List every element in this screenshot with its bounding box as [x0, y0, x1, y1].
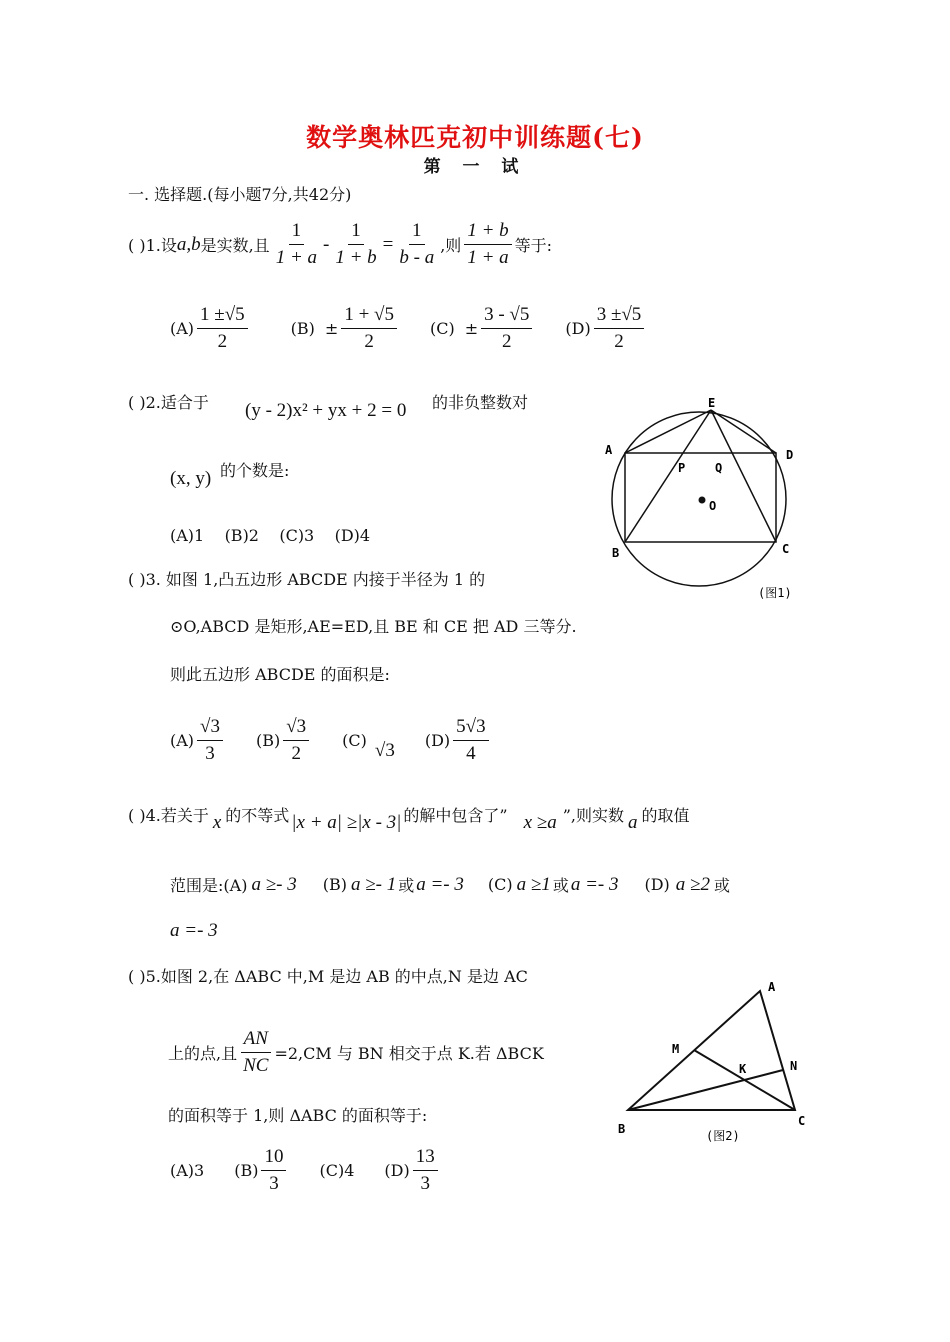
q4-option-c2: a =- 3: [570, 873, 619, 895]
q4-mid2: 的解中包含了”: [403, 806, 508, 825]
fig1-label-a: A: [605, 443, 613, 457]
q5-option-b: $\frac{10}{3}$: [261, 1144, 286, 1197]
q5-line-1: ( )5.如图 2,在 ΔABC 中,M 是边 AB 的中点,N 是边 AC: [128, 967, 528, 986]
fig1-label-p: P: [678, 461, 686, 475]
q2-options: (A)1 (B)2 (C)3 (D)4: [170, 526, 371, 545]
q1-option-a: $\frac{1 \pm√5}{2}$: [197, 302, 248, 355]
q1-option-d: $\frac{3 \pm√5}{2}$: [594, 302, 645, 355]
q4-option-a-label: 范围是:(A): [170, 876, 248, 895]
q4-option-b-label: (B): [322, 875, 347, 894]
q5-fraction: $\frac{AN}{NC}$: [240, 1026, 271, 1079]
fig2-triangle: [628, 991, 798, 1110]
q4-option-c1: a ≥1: [516, 873, 551, 895]
fig1-label-o: O: [709, 499, 717, 513]
q1-option-c-pm: ±: [464, 319, 479, 338]
fig1-caption: (图1): [758, 586, 792, 600]
q1-option-b: $\frac{1 + √5}{2}$: [341, 302, 397, 355]
q1-frac-4: $\frac{1 + b}{1 + a}$: [464, 218, 511, 271]
q2-suffix: 的非负整数对: [432, 393, 529, 412]
q2-prefix: ( )2.适合于: [128, 393, 209, 412]
q5-option-b-label: (B): [234, 1161, 259, 1180]
question-4: [128, 803, 690, 833]
fig1-center-dot: [699, 497, 706, 504]
fig2-label-b: B: [618, 1122, 626, 1136]
fig2-label-m: M: [672, 1042, 680, 1056]
q3-line-1: ( )3. 如图 1,凸五边形 ABCDE 内接于半径为 1 的: [128, 570, 486, 589]
q1-option-b-pm: ±: [324, 319, 339, 338]
q1-frac-3: $\frac{1}{b - a}$: [399, 220, 435, 268]
q2-pair: (x, y): [170, 468, 212, 489]
fig1-label-d: D: [786, 448, 794, 462]
q4-a: a: [627, 811, 638, 833]
q4-option-d2: a =- 3: [170, 920, 218, 941]
q1-option-b-label: (B): [290, 319, 315, 338]
q5-line-3: 的面积等于 1,则 ΔABC 的面积等于:: [168, 1106, 428, 1125]
q1-option-a-label: (A): [170, 319, 195, 338]
fig2-caption: (图2): [706, 1129, 740, 1143]
figure-1: [598, 390, 808, 605]
fig2-label-c: C: [798, 1114, 806, 1128]
q5-line-2: [168, 1026, 544, 1079]
q5-option-c: (C)4: [319, 1161, 355, 1180]
q1-options: [170, 302, 647, 355]
question-1: ( )1.设 a,b 是实数,且 $\frac{1}{1 + a}$ - $\frac{1}{1 + b}$ = $\frac{1}{b - a}$ ,则 $\frac{1 + b}{1 + a}$ 等于:: [128, 218, 552, 271]
q4-suffix: 的取值: [641, 806, 690, 825]
q1-suffix: 等于:: [514, 236, 553, 255]
q1-then: ,则: [440, 236, 462, 255]
q3-line-2: ⊙O,ABCD 是矩形,AE=ED,且 BE 和 CE 把 AD 三等分.: [170, 617, 577, 636]
q1-frac-1: $\frac{1}{1 + a}$: [275, 220, 318, 268]
q5-option-d-label: (D): [384, 1161, 410, 1180]
q5-pre: 上的点,且: [168, 1044, 238, 1063]
q1-prefix: ( )1.设: [128, 236, 177, 255]
q5-option-d: $\frac{13}{3}$: [413, 1144, 438, 1197]
fig1-edge-ae: [625, 410, 711, 453]
q4-option-d-label: (D): [644, 875, 670, 894]
page-subtitle: 第 一 试: [423, 157, 527, 177]
q3-option-d-label: (D): [424, 731, 451, 750]
fig1-label-c: C: [782, 542, 790, 556]
q4-option-b1: a ≥- 1: [350, 873, 397, 895]
q3-option-c: √3: [374, 739, 395, 761]
fig2-label-k: K: [739, 1062, 747, 1076]
fig2-label-a: A: [768, 980, 776, 994]
fig1-segment-ce: [711, 410, 776, 542]
q4-prefix: ( )4.若关于: [128, 806, 209, 825]
fig1-label-e: E: [708, 396, 716, 410]
q4-x: x: [212, 811, 222, 833]
q4-option-d1: a ≥2: [675, 873, 710, 895]
page-title: 数学奥林匹克初中训练题(七): [306, 123, 644, 152]
q3-option-c-label: (C): [342, 731, 367, 750]
q3-option-d: $\frac{5√3}{4}$: [453, 714, 488, 767]
fig1-label-b: B: [612, 546, 620, 560]
fig1-segment-be: [625, 410, 711, 542]
q4-or-c: 或: [552, 876, 569, 895]
q1-mid: 是实数,且: [200, 236, 270, 255]
q1-option-d-label: (D): [565, 319, 591, 338]
section-heading: 一. 选择题.(每小题7分,共42分): [128, 185, 352, 204]
q4-option-c-label: (C): [487, 875, 513, 894]
q5-options: [170, 1144, 441, 1197]
q3-option-b-label: (B): [255, 731, 281, 750]
q5-option-a: (A)3: [170, 1161, 205, 1180]
q2-tail: 的个数是:: [220, 461, 290, 480]
fig1-edge-ed: [711, 410, 776, 453]
q4-inequality: |x + a| ≥|x - 3|: [291, 811, 402, 833]
figure-2: [612, 975, 812, 1150]
q4-option-b2: a =- 3: [416, 873, 464, 895]
fig1-label-q: Q: [715, 461, 723, 475]
q3-option-a-label: (A): [170, 731, 195, 750]
q1-vars: a,b: [176, 233, 201, 255]
q4-condition: x ≥a: [523, 811, 557, 833]
q1-option-c-label: (C): [429, 319, 455, 338]
q4-or-d: 或: [713, 876, 730, 895]
q4-mid: 的不等式: [225, 806, 290, 825]
q3-line-3: 则此五边形 ABCDE 的面积是:: [170, 665, 390, 684]
q4-option-a: a ≥- 3: [251, 873, 297, 895]
q3-option-a: $\frac{√3}{3}$: [197, 714, 223, 767]
fig2-label-n: N: [790, 1059, 798, 1073]
q1-option-c: $\frac{3 - √5}{2}$: [481, 302, 532, 355]
q3-option-b: $\frac{√3}{2}$: [283, 714, 309, 767]
q4-options: [170, 873, 730, 896]
q3-options: [170, 714, 492, 767]
q1-frac-2: $\frac{1}{1 + b}$: [335, 220, 377, 268]
q5-post: =2,CM 与 BN 相交于点 K.若 ΔBCK: [274, 1044, 544, 1063]
q4-mid3: ”,则实数: [562, 806, 624, 825]
q2-equation: (y - 2)x² + yx + 2 = 0: [245, 400, 407, 421]
q4-or-b: 或: [398, 876, 415, 895]
